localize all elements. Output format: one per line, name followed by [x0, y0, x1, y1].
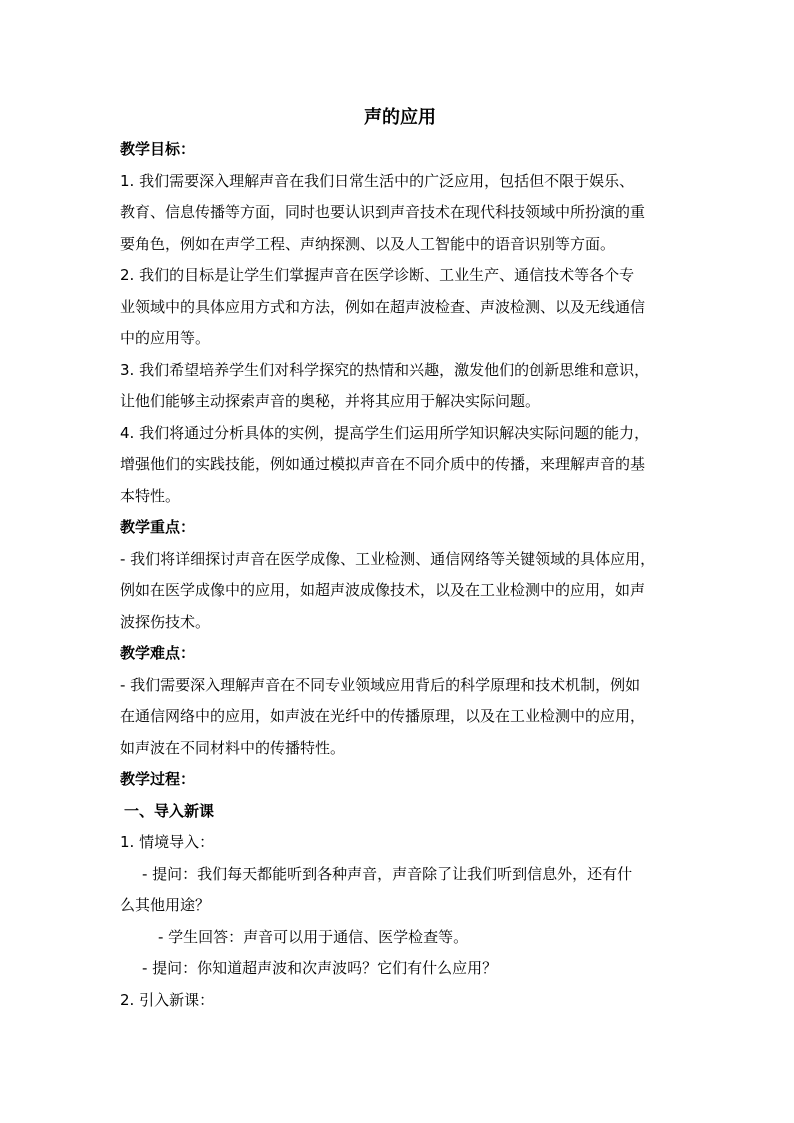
section-heading: 一、导入新课	[124, 801, 215, 820]
answer-line: - 学生回答：声音可以用于通信、医学检查等。	[158, 927, 469, 946]
difficulties-line: 在通信网络中的应用，如声波在光纤中的传播原理，以及在工业检测中的应用，	[120, 707, 646, 725]
difficulties-heading: 教学难点：	[120, 644, 196, 662]
objectives-line: 2. 我们的目标是让学生们掌握声音在医学诊断、工业生产、通信技术等各个专	[120, 266, 635, 284]
process-item: 2. 引入新课：	[120, 990, 215, 1009]
objectives-line: 业领域中的具体应用方式和方法，例如在超声波检查、声波检测、以及无线通信	[120, 297, 646, 316]
objectives-line: 1. 我们需要深入理解声音在我们日常生活中的广泛应用，包括但不限于娱乐、	[120, 171, 635, 190]
objectives-line: 本特性。	[120, 486, 181, 505]
key-points-line: - 我们将详细探讨声音在医学成像、工业检测、通信网络等关键领域的具体应用，	[120, 549, 656, 568]
process-item: 1. 情境导入：	[120, 833, 215, 851]
objectives-heading: 教学目标：	[120, 140, 196, 158]
document-body	[120, 102, 680, 1016]
objectives-line: 3. 我们希望培养学生们对科学探究的热情和兴趣，激发他们的创新思维和意识，	[120, 360, 650, 379]
process-heading: 教学过程：	[120, 770, 196, 788]
objectives-line: 教育、信息传播等方面，同时也要认识到声音技术在现代科技领域中所扮演的重	[120, 203, 646, 221]
question-line: 么其他用途？	[120, 896, 211, 914]
objectives-line: 4. 我们将通过分析具体的实例，提高学生们运用所学知识解决实际问题的能力，	[120, 423, 650, 442]
difficulties-line: 如声波在不同材料中的传播特性。	[120, 738, 346, 757]
question-line: - 提问：我们每天都能听到各种声音，声音除了让我们听到信息外，还有什	[142, 864, 633, 883]
objectives-line: 增强他们的实践技能，例如通过模拟声音在不同介质中的传播，来理解声音的基	[120, 455, 646, 473]
objectives-line: 要角色，例如在声学工程、声纳探测、以及人工智能中的语音识别等方面。	[120, 234, 616, 253]
question-line: - 提问：你知道超声波和次声波吗？它们有什么应用？	[142, 959, 498, 977]
objectives-line: 让他们能够主动探索声音的奥秘，并将其应用于解决实际问题。	[120, 392, 541, 410]
key-points-heading: 教学重点：	[120, 518, 196, 536]
key-points-line: 波探伤技术。	[120, 612, 211, 631]
difficulties-line: - 我们需要深入理解声音在不同专业领域应用背后的科学原理和技术机制，例如	[120, 675, 641, 694]
objectives-line: 中的应用等。	[120, 329, 211, 347]
document-title: 声的应用	[364, 107, 436, 128]
key-points-line: 例如在医学成像中的应用，如超声波成像技术，以及在工业检测中的应用，如声	[120, 581, 646, 599]
